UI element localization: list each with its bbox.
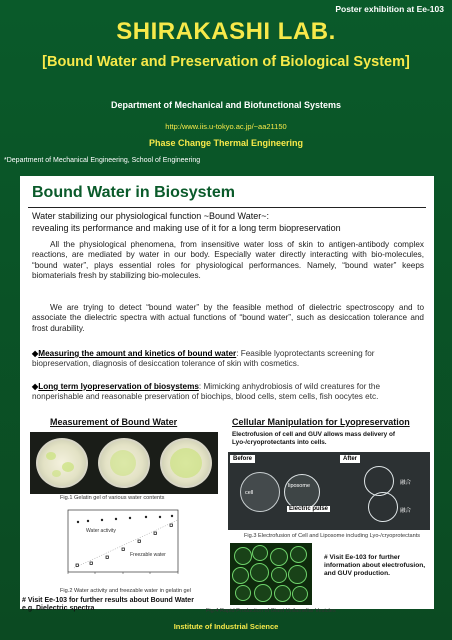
guv-fluorescence-photo xyxy=(230,543,312,605)
visit-note-left xyxy=(22,597,194,614)
before-tag: Before xyxy=(230,455,255,463)
bullet-1-text: : Feasible lyoprotectants screening for biopreservation, diagnosis of desiccation tolerance of skin with cosmetics. xyxy=(32,349,375,369)
bullet-measuring xyxy=(32,349,428,370)
lab-title: SHIRAKASHI LAB. xyxy=(116,18,336,45)
bullet-2-text: : Mimicking anhydrobiosis of wild creatures for the nonperishable and reasonable preservation of biochips, blood cells, stem cells, fish oocytes etc. xyxy=(32,382,381,402)
cell-label: cell xyxy=(245,490,254,496)
after-micrograph xyxy=(338,452,430,530)
right-heading: Cellular Manipulation for Lyopreservation xyxy=(232,417,410,427)
visit-line-2: e.g. Dielectric spectra xyxy=(22,605,95,613)
lead-line-1: Water stabilizing our physiological function ~Bound Water~: xyxy=(32,211,269,221)
legend-freezable-water: Freezable water xyxy=(130,552,166,558)
fig4-caption: Fig.4 Rapid Production of Giant Unilamellar Vesicles xyxy=(206,608,336,614)
before-micrograph xyxy=(228,452,346,530)
institute-footer: Institute of Industrial Science xyxy=(173,622,279,631)
left-heading: Measurement of Bound Water xyxy=(50,417,178,427)
group-name: Phase Change Thermal Engineering xyxy=(148,138,304,148)
section-title: Bound Water in Biosystem xyxy=(32,184,235,201)
graph-svg xyxy=(30,506,218,586)
paragraph-2: We are trying to detect “bound water” by the feasible method of dielectric spectroscopy and to associate the dielectric spectra with actual functions of “bound water”, such as desiccation tolerance and frost durability. xyxy=(32,303,424,333)
petri-dish xyxy=(98,438,150,488)
fig1-caption: Fig.1 Gelatin gel of various water contents xyxy=(60,495,165,501)
department-name: Department of Mechanical and Biofunctional Systems xyxy=(110,100,342,110)
petri-dish xyxy=(36,438,88,488)
fused-label-2: 融合 xyxy=(400,508,412,514)
fig3-caption: Fig.3 Electrofusion of Cell and Liposome including Lyo-/cryoprotectants xyxy=(244,533,421,539)
divider xyxy=(28,207,426,208)
after-tag: After xyxy=(340,455,360,463)
bullet-2-head: Long term lyopreservation of biosystems xyxy=(38,382,199,391)
legend-water-activity: Water activity xyxy=(86,528,116,534)
content-panel xyxy=(20,176,434,614)
gelatin-photo xyxy=(30,432,218,494)
visit-note-right: # Visit Ee-103 for further information about electrofusion, and GUV production. xyxy=(324,554,426,578)
fused-label-1: 融合 xyxy=(400,480,412,486)
bullet-lyopreservation xyxy=(32,382,428,403)
lead-line-2: revealing its performance and making use of it for a long term biopreservation xyxy=(32,223,341,233)
electrofusion-description: Electrofusion of cell and GUV allows mass delivery of Lyo-/cryoprotectants into cells. xyxy=(232,431,396,446)
water-activity-graph xyxy=(30,506,218,586)
department-note: *Department of Mechanical Engineering, School of Engineering xyxy=(4,157,201,164)
visit-line-1: # Visit Ee-103 for further results about Bound Water xyxy=(22,597,194,604)
lab-url-link[interactable]: http:/www.iis.u-tokyo.ac.jp/~aa21150 xyxy=(165,122,287,131)
fig2-caption: Fig.2 Water activity and freezable water in gelatin gel xyxy=(60,588,191,594)
diamond-bullet-icon: ◆ xyxy=(32,382,39,391)
diamond-bullet-icon: ◆ xyxy=(32,349,39,358)
electric-pulse-label: Electric pulse xyxy=(289,506,329,512)
paragraph-1: All the physiological phenomena, from insensitive water loss of skin to antigen-antibody complex reactions, are mediated by water in our body. Especially water directly interacting with bio-molecules, “bound water”, plays essential roles for physiological performances. Namely, “bound water” keeps biomaterials fresh by stabilizing bio-molecules. xyxy=(32,240,424,281)
liposome-label: liposome xyxy=(288,483,311,489)
petri-dish xyxy=(160,438,212,488)
exhibition-label: Poster exhibition at Ee-103 xyxy=(335,4,444,14)
poster-subtitle: [Bound Water and Preservation of Biological System] xyxy=(42,54,410,70)
bullet-1-head: Measuring the amount and kinetics of bound water xyxy=(38,349,237,358)
